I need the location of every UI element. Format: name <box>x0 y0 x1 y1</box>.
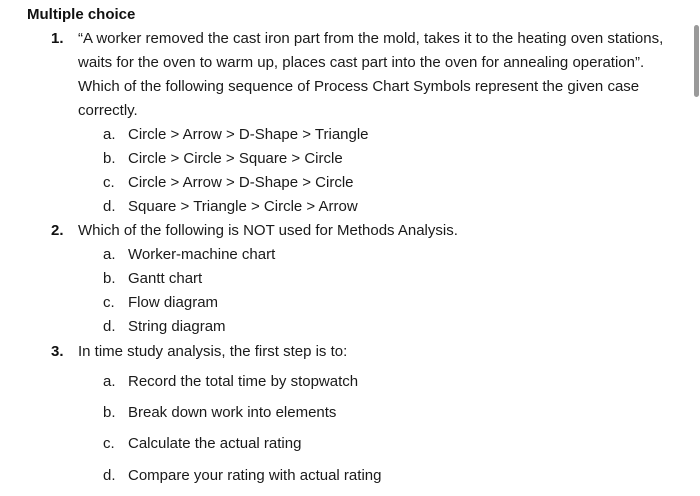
option-letter: c. <box>103 174 115 191</box>
question-1-option-a <box>103 126 369 143</box>
option-letter: d. <box>103 467 116 484</box>
question-2-option-c <box>103 294 218 311</box>
option-text: Circle > Arrow > D-Shape > Circle <box>128 174 354 191</box>
option-text: Gantt chart <box>128 270 203 287</box>
option-letter: b. <box>103 270 116 287</box>
option-text: Square > Triangle > Circle > Arrow <box>128 198 358 215</box>
option-letter: c. <box>103 294 115 311</box>
option-text: Worker-machine chart <box>128 246 276 263</box>
option-text: Record the total time by stopwatch <box>128 373 359 390</box>
question-2-option-a <box>103 246 275 263</box>
section-heading: Multiple choice <box>27 6 136 23</box>
question-1-option-c <box>103 174 354 191</box>
question-1-option-b <box>103 150 343 167</box>
scrollbar-thumb[interactable] <box>694 25 699 97</box>
question-2-number: 2. <box>51 222 64 239</box>
question-1-number: 1. <box>51 30 64 47</box>
vertical-scrollbar[interactable] <box>693 0 700 496</box>
option-text: Circle > Circle > Square > Circle <box>128 150 343 167</box>
option-text: Compare your rating with actual rating <box>128 467 382 484</box>
option-letter: d. <box>103 318 116 335</box>
option-letter: a. <box>103 246 116 263</box>
question-2-text: Which of the following is NOT used for Methods Analysis. <box>78 222 458 239</box>
question-3-option-b <box>103 404 336 421</box>
option-text: Circle > Arrow > D-Shape > Triangle <box>128 126 369 143</box>
option-letter: b. <box>103 404 116 421</box>
question-1-option-d <box>103 198 358 215</box>
option-text: String diagram <box>128 318 226 335</box>
option-letter: b. <box>103 150 116 167</box>
question-2-option-b <box>103 270 202 287</box>
option-letter: a. <box>103 126 116 143</box>
option-letter: c. <box>103 435 115 452</box>
question-1-text: “A worker removed the cast iron part from the mold, takes it to the heating oven stations, waits for the oven to warm up, places cast part into the oven for annealing operation”. Which of the following sequence of Process Chart Symbols represent the given case correctly. <box>78 30 664 119</box>
option-letter: a. <box>103 373 116 390</box>
option-text: Flow diagram <box>128 294 219 311</box>
question-3-option-d <box>103 467 381 484</box>
question-3-text: In time study analysis, the first step is to: <box>78 343 348 360</box>
option-letter: d. <box>103 198 116 215</box>
option-text: Calculate the actual rating <box>128 435 302 452</box>
option-text: Break down work into elements <box>128 404 337 421</box>
question-3-number: 3. <box>51 343 64 360</box>
question-2-option-d <box>103 318 226 335</box>
question-3-option-a <box>103 373 358 390</box>
question-3-option-c <box>103 435 301 452</box>
